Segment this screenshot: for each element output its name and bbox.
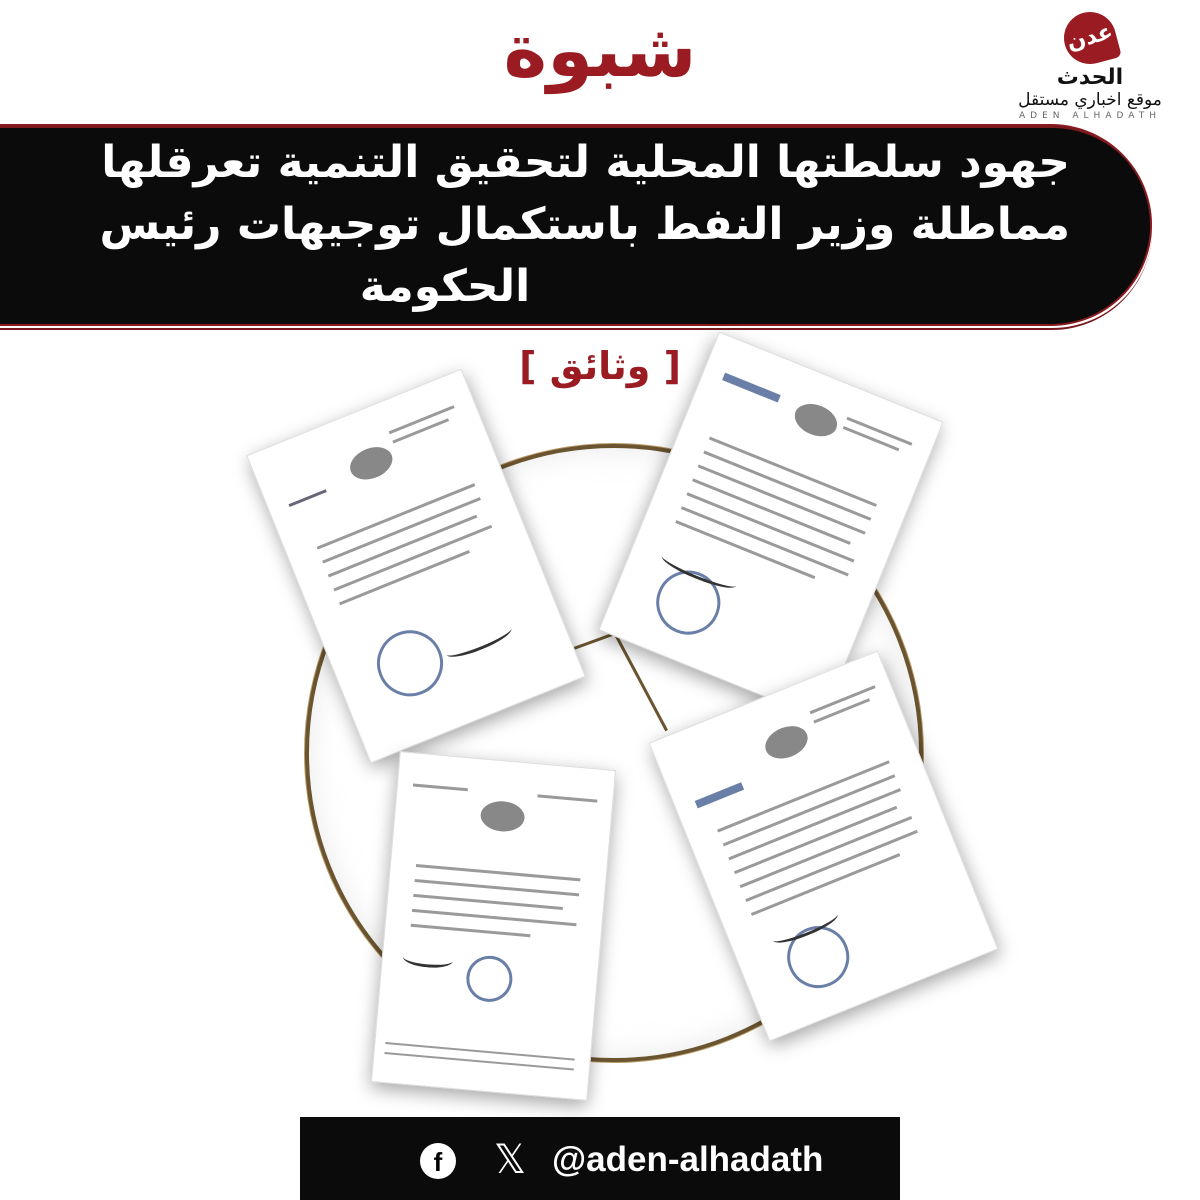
signature-icon — [443, 620, 514, 662]
headline — [99, 132, 1070, 318]
x-icon[interactable]: 𝕏 — [493, 1137, 527, 1183]
emblem-icon — [790, 398, 842, 442]
region-title: شبوة — [503, 8, 697, 94]
social-handle[interactable]: @aden-alhadath — [552, 1140, 824, 1179]
documents-tag: [ وثائق ] — [519, 344, 681, 388]
headline-line-2: مماطلة وزير النفط باستكمال توجيهات رئيس — [99, 199, 1070, 250]
headline-line-3: الحكومة — [359, 261, 531, 312]
facebook-icon[interactable]: f — [420, 1143, 456, 1179]
document-image-3[interactable] — [371, 751, 616, 1101]
emblem-icon — [479, 800, 525, 834]
emblem-icon — [760, 720, 812, 764]
stamp-icon — [367, 620, 453, 706]
stamp-icon — [464, 954, 514, 1004]
logo-badge: عدن — [1058, 6, 1122, 70]
site-logo[interactable] — [1010, 12, 1170, 122]
signature-icon — [402, 948, 453, 969]
headline-line-1: جهود سلطتها المحلية لتحقيق التنمية تعرقلها — [101, 137, 1070, 188]
logo-name: الحدث — [1056, 65, 1124, 90]
logo-latin: ADEN ALHADATH — [1019, 111, 1161, 121]
emblem-icon — [345, 441, 397, 485]
logo-tagline: موقع اخباري مستقل — [1018, 90, 1162, 110]
